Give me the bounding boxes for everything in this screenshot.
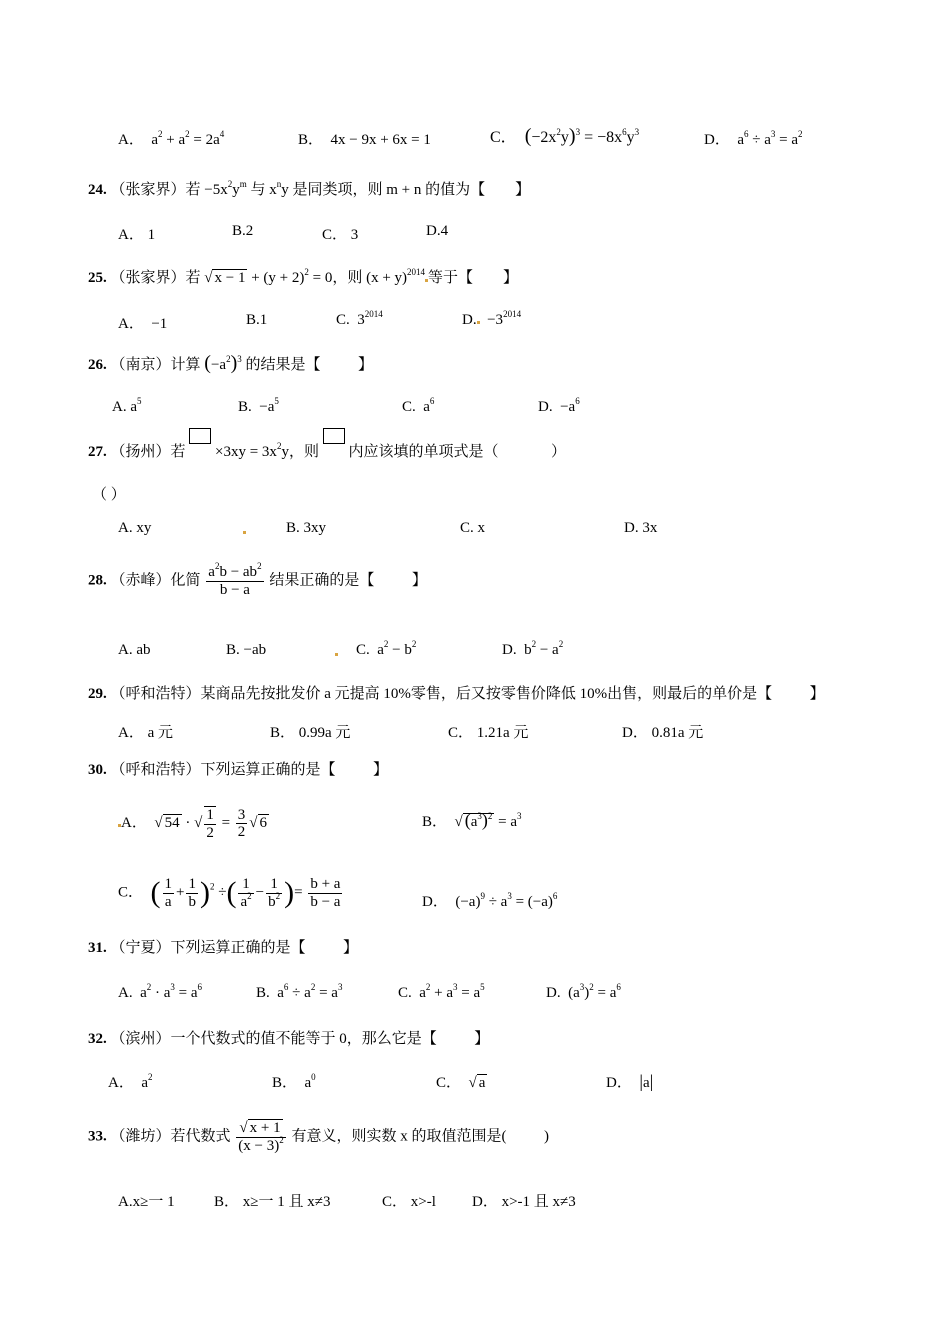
q23-option-b: B． 4x − 9x + 6x = 1 [298,132,431,148]
q27-option-c: C. x [460,520,486,536]
q32-option-b: B． $a^0$ [272,1072,316,1091]
q31-option-b: B. $a^6 \div a^2 = a^3$ [256,982,343,1001]
fraction: $\frac{a^2b - ab^2}{b - a}$ [208,561,262,598]
q23-option-a: A． $a^2 + a^2 = 2a^4$ [118,129,225,148]
question-number: 29. [88,686,107,702]
q33-option-b: B． x≥一 1 且 x≠3 [214,1194,331,1210]
q30-option-b: B． √ $(a^3)^2 = a^3$ [422,810,522,830]
blank-box [323,428,345,444]
question-number: 33. [88,1128,107,1145]
q31-stem: 31. （宁夏）下列运算正确的是【 】 [88,940,359,956]
mark-dot [335,653,338,656]
q28-option-c: C. $a^2 - b^2$ [356,639,417,658]
q27-option-d: D. 3x [624,520,658,536]
q29-option-b: B． 0.99a 元 [270,725,351,741]
q24-option-a: A． 1 [118,227,156,243]
q28-option-d: D. $b^2 - a^2$ [502,639,564,658]
question-number: 30. [88,762,107,778]
q29-stem: 29. （呼和浩特）某商品先按批发价 a 元提高 10%零售，后又按零售价降低 10%出售，则最后的单价是【 】 [88,686,825,702]
q24-stem: 24. （张家界）若 $-5x^2y^m$ 与 $x^ny$ 是同类项，则 m + n 的值为【 】 [88,179,531,198]
q27-option-a: A. xy [118,520,152,536]
q25-stem: 25. （张家界）若 √ $x - 1 + (y + 2)^2 = 0$，则 $(x + y)^{2014}$ 等于【 】 [88,267,519,286]
q30-option-d: D． $(-a)^9 \div a^3 = (-a)^6$ [422,891,558,910]
q24-option-b: B.2 [232,223,254,239]
q23-option-c: C． $(-2x^2y)^3 = -8x^6y^3$ [490,125,640,147]
q31-option-a: A. $a^2 \cdot a^3 = a^6$ [118,982,203,1001]
q28-option-b: B. −ab [226,642,267,658]
q33-option-a: A.x≥一 1 [118,1194,175,1210]
question-number: 31. [88,940,107,956]
q33-stem: 33. （潍坊）若代数式 $\frac{√ x + 1}{(x - 3)^2}$ 有意义，则实数 x 的取值范围是( ) [88,1120,549,1154]
question-number: 26. [88,357,107,373]
q33-option-d: D． x>-1 且 x≠3 [472,1194,576,1210]
q24-option-d: D.4 [426,223,449,239]
q27-option-b: B. 3xy [286,520,327,536]
q26-stem: 26. （南京）计算 $(-a^2)^3$ 的结果是【 】 [88,352,373,374]
mark-dot [118,824,121,827]
q26-option-d: D. $-a^6$ [538,396,580,415]
q33-option-c: C． x>-l [382,1194,436,1210]
mark-dot [477,321,480,324]
q23-option-d: D． $a^6 \div a^3 = a^2$ [704,129,803,148]
q31-option-d: D. $(a^3)^2 = a^6$ [546,982,621,1001]
blank-box [189,428,211,444]
q30-option-c: C． ( $\frac{1}{a}$ + $\frac{1}{b}$ )$^2$ ÷( $\frac{1}{a^2}$ − $\frac{1}{b^2}$ )= $\frac{b + a}{b - a}$ [118,876,341,910]
q27-sub: （ ） [92,487,126,503]
q26-option-c: C. $a^6$ [402,396,435,415]
mark-dot [425,279,428,282]
fraction: $\frac{√ x + 1}{(x - 3)^2}$ [238,1120,284,1154]
question-number: 27. [88,444,107,460]
q32-stem: 32. （滨州）一个代数式的值不能等于 0，那么它是【 】 [88,1031,490,1047]
q28-stem: 28. （赤峰）化简 $\frac{a^2b - ab^2}{b - a}$ 结果正确的是【 】 [88,561,427,598]
q30-stem: 30. （呼和浩特）下列运算正确的是【 】 [88,762,389,778]
q31-option-c: C. $a^2 + a^3 = a^5$ [398,982,485,1001]
q27-stem: 27. （扬州）若 $\times 3xy = 3x^2y$，则 内应该填的单项式是（ ） [88,440,566,461]
q24-option-c: C． 3 [322,227,359,243]
question-number: 32. [88,1031,107,1047]
mark-dot [243,531,246,534]
question-number: 24. [88,182,107,198]
q29-option-c: C． 1.21a 元 [448,725,529,741]
q29-option-d: D． 0.81a 元 [622,725,704,741]
question-number: 28. [88,572,107,589]
q25-option-b: B.1 [246,312,268,328]
question-number: 25. [88,270,107,286]
q29-option-a: A． a 元 [118,725,173,741]
q25-option-c: C. $3^{2014}$ [336,309,383,328]
q32-option-c: C． √ a [436,1075,486,1091]
q32-option-d: D． |a| [606,1071,654,1091]
q28-option-a: A. ab [118,642,151,658]
q30-option-a: A． √ 54 · √ $\frac{1}{2}$ = $\frac{3}{2}$ √ 6 [118,806,269,841]
q26-option-a: A. $a^5$ [112,396,142,415]
q25-option-a: A． −1 [118,316,168,332]
q32-option-a: A． $a^2$ [108,1072,153,1091]
q25-option-d: D. $-3^{2014}$ [462,309,522,328]
q26-option-b: B. $-a^5$ [238,396,279,415]
